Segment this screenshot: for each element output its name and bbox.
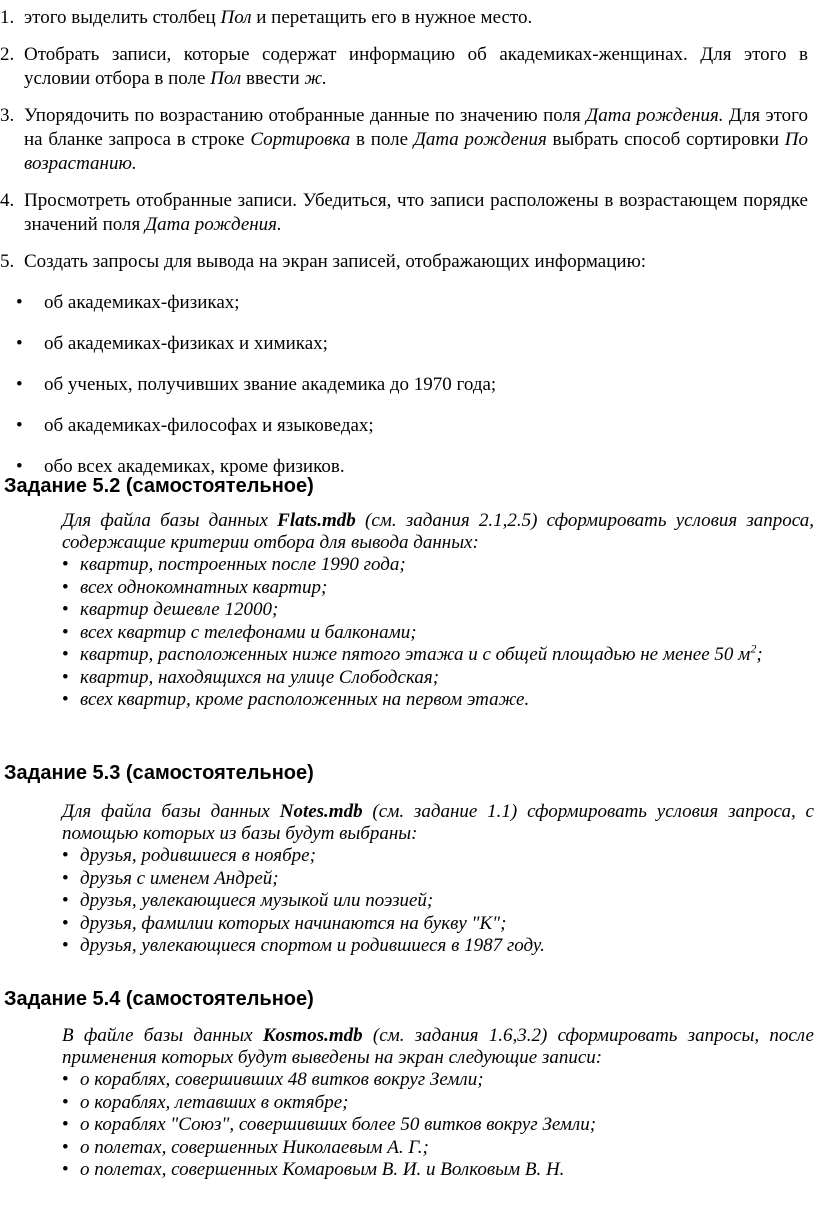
step-5: [0, 250, 808, 274]
list-item: • о кораблях "Союз", совершивших более 50 витков вокруг Земли;: [62, 1114, 597, 1135]
step-text: этого выделить столбец Пол и перетащить его в нужное место.: [24, 7, 533, 28]
bullet-icon: •: [62, 912, 69, 934]
list-item: • квартир дешевле 12000;: [62, 599, 279, 620]
list-item: • друзья с именем Андрей;: [62, 867, 279, 889]
task-body: [62, 1025, 814, 1182]
step-text: Упорядочить по возрастанию отобранные данные по значению поля Дата рождения. Для этого на бланке запроса в строке Сортировка в поле Дата рождения выбрать способ сортировки По возрастанию.: [24, 105, 808, 174]
task-heading: Задание 5.2 (самостоятельное): [4, 475, 314, 497]
list-item: • об академиках-философах и языковедах;: [0, 414, 808, 438]
bullet-icon: •: [62, 935, 69, 956]
bullet-icon: •: [62, 621, 69, 643]
list-item: • о полетах, совершенных Комаровым В. И. и Волковым В. Н.: [62, 1159, 565, 1180]
bullet-icon: •: [62, 867, 69, 889]
list-item: • об академиках-физиках и химиках;: [0, 332, 808, 356]
step-number: 2.: [0, 44, 15, 65]
list-item: • о полетах, совершенных Николаевым А. Г.;: [62, 1136, 429, 1158]
task-intro: Для файла базы данных Flats.mdb (см. задания 2.1,2.5) сформировать условия запроса, содержащие критерии отбора для вывода данных:: [62, 510, 814, 553]
list-item: • обо всех академиках, кроме физиков.: [0, 455, 808, 479]
bullet-icon: •: [62, 599, 69, 620]
bullet-icon: •: [62, 689, 69, 710]
bullet-icon: •: [16, 415, 23, 436]
list-item: • об ученых, получивших звание академика до 1970 года;: [0, 373, 808, 397]
bullet-icon: •: [62, 890, 69, 911]
numbered-steps: [0, 6, 808, 496]
bullet-icon: •: [62, 666, 69, 688]
step-number: 5.: [0, 251, 15, 272]
list-item: • квартир, расположенных ниже пятого этажа и с общей площадью не менее 50 $м^2$;: [62, 641, 763, 665]
bullet-icon: •: [62, 1159, 69, 1180]
bullet-icon: •: [62, 1136, 69, 1158]
task-heading: Задание 5.3 (самостоятельное): [4, 762, 314, 784]
bullet-icon: •: [62, 576, 69, 598]
task-body: [62, 510, 814, 712]
file-name: Kosmos.mdb: [262, 1025, 363, 1046]
task-body: [62, 801, 814, 958]
step-3: [0, 104, 808, 176]
task-intro: Для файла базы данных Notes.mdb (см. задание 1.1) сформировать условия запроса, с помощью которых из базы будут выбраны:: [62, 801, 814, 844]
bullet-icon: •: [62, 554, 69, 575]
list-item: • всех квартир с телефонами и балконами;: [62, 621, 417, 643]
step-number: 1.: [0, 7, 15, 28]
task-heading: Задание 5.4 (самостоятельное): [4, 988, 314, 1010]
bullet-icon: •: [62, 845, 69, 866]
task-intro: В файле базы данных Kosmos.mdb (см. задания 1.6,3.2) сформировать запросы, после применения которых будут выведены на экран следующие записи:: [62, 1025, 814, 1068]
list-item: • об академиках-физиках;: [0, 291, 808, 315]
bullet-icon: •: [62, 1069, 69, 1090]
step-number: 3.: [0, 105, 15, 126]
step-4: [0, 189, 808, 237]
list-item: • о кораблях, совершивших 48 витков вокруг Земли;: [62, 1069, 484, 1090]
step-2: [0, 43, 808, 91]
step-text: Создать запросы для вывода на экран записей, отображающих информацию:: [24, 251, 647, 272]
list-item: • всех однокомнатных квартир;: [62, 576, 328, 598]
file-name: Notes.mdb: [279, 801, 363, 822]
list-item: • друзья, фамилии которых начинаются на букву "К";: [62, 912, 507, 934]
bullet-icon: •: [62, 1114, 69, 1135]
bullet-icon: •: [16, 374, 23, 395]
step-number: 4.: [0, 190, 15, 211]
list-item: • друзья, увлекающиеся музыкой или поэзией;: [62, 890, 434, 911]
list-item: • друзья, родившиеся в ноябре;: [62, 845, 316, 866]
bullet-icon: •: [62, 1091, 69, 1113]
list-item: • квартир, находящихся на улице Слободская;: [62, 666, 440, 688]
list-item: • друзья, увлекающиеся спортом и родившиеся в 1987 году.: [62, 935, 545, 956]
step-text: Отобрать записи, которые содержат информацию об академиках-женщинах. Для этого в условии отбора в поле Пол ввести ж.: [24, 44, 808, 89]
bullet-icon: •: [16, 456, 23, 477]
file-name: Flats.mdb: [277, 510, 356, 531]
bullet-icon: •: [16, 292, 23, 313]
step-text: Просмотреть отобранные записи. Убедиться, что записи расположены в возрастающем порядке значений поля Дата рождения.: [24, 190, 808, 235]
step-1: [0, 6, 808, 30]
list-item: • всех квартир, кроме расположенных на первом этаже.: [62, 689, 530, 710]
list-item: • о кораблях, летавших в октябре;: [62, 1091, 349, 1113]
list-item: • квартир, построенных после 1990 года;: [62, 554, 406, 575]
bullet-icon: •: [62, 644, 69, 665]
bullet-icon: •: [16, 333, 23, 354]
